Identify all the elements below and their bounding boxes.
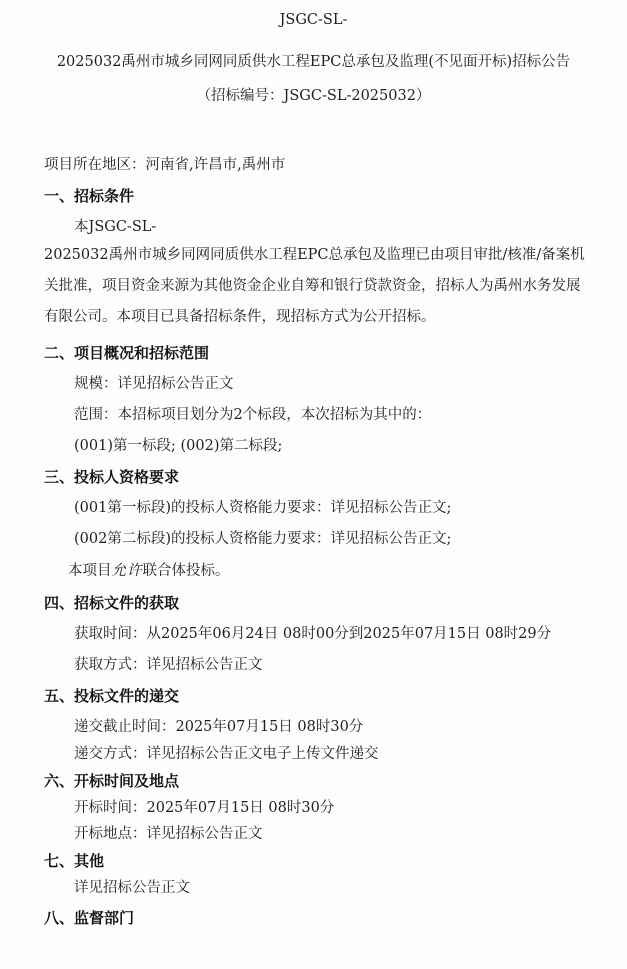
section-heading-4: 四、招标文件的获取 <box>44 594 180 612</box>
submission-deadline: 递交截止时间：2025年07月15日 08时30分 <box>74 719 364 735</box>
project-region: 项目所在地区：河南省,许昌市,禹州市 <box>44 157 286 173</box>
qualification-req-1: (001第一标段)的投标人资格能力要求：详见招标公告正文; <box>74 500 452 516</box>
bid-sections-list: (001)第一标段; (002)第二标段; <box>74 438 283 454</box>
other-info: 详见招标公告正文 <box>74 880 190 896</box>
submission-method: 递交方式：详见招标公告正文电子上传文件递交 <box>74 746 379 762</box>
qualification-req-2: (002第二标段)的投标人资格能力要求：详见招标公告正文; <box>74 531 452 547</box>
doc-acquire-time: 获取时间：从2025年06月24日 08时00分到2025年07月15日 08时29分 <box>74 626 552 642</box>
title-line-2: 2025032禹州市城乡同网同质供水工程EPC总承包及监理(不见面开标)招标公告 <box>56 54 571 70</box>
section-1-para-first-line: 本JSGC-SL- <box>74 219 157 235</box>
opening-time: 开标时间：2025年07月15日 08时30分 <box>74 800 335 816</box>
section-heading-2: 二、项目概况和招标范围 <box>44 344 210 362</box>
section-heading-3: 三、投标人资格要求 <box>44 468 180 486</box>
project-scale: 规模：详见招标公告正文 <box>74 376 234 392</box>
section-heading-7: 七、其他 <box>44 852 105 870</box>
consortium-statement <box>68 561 230 581</box>
doc-acquire-method: 获取方式：详见招标公告正文 <box>74 657 263 673</box>
opening-place: 开标地点：详见招标公告正文 <box>74 826 263 842</box>
section-heading-1: 一、招标条件 <box>44 187 135 205</box>
section-heading-5: 五、投标文件的递交 <box>44 687 180 705</box>
section-1-para: 2025032禹州市城乡同网同质供水工程EPC总承包及监理已由项目审批/核准/备案机关批准，项目资金来源为其他资金企业自筹和银行贷款资金，招标人为禹州水务发展有限公司。本项目已具备招标条件，现招标方式为公开招标。 <box>44 247 585 325</box>
project-scope: 范围：本招标项目划分为2个标段，本次招标为其中的： <box>74 407 432 423</box>
title-line-1: JSGC-SL- <box>279 12 348 28</box>
consortium-pre: 本项目 <box>68 563 112 579</box>
consortium-handwritten: 允许 <box>111 563 143 579</box>
section-heading-8: 八、监督部门 <box>44 909 135 927</box>
section-heading-6: 六、开标时间及地点 <box>44 772 180 790</box>
title-line-3: （招标编号：JSGC-SL-2025032） <box>196 88 431 104</box>
consortium-post: 联合体投标。 <box>142 563 230 579</box>
